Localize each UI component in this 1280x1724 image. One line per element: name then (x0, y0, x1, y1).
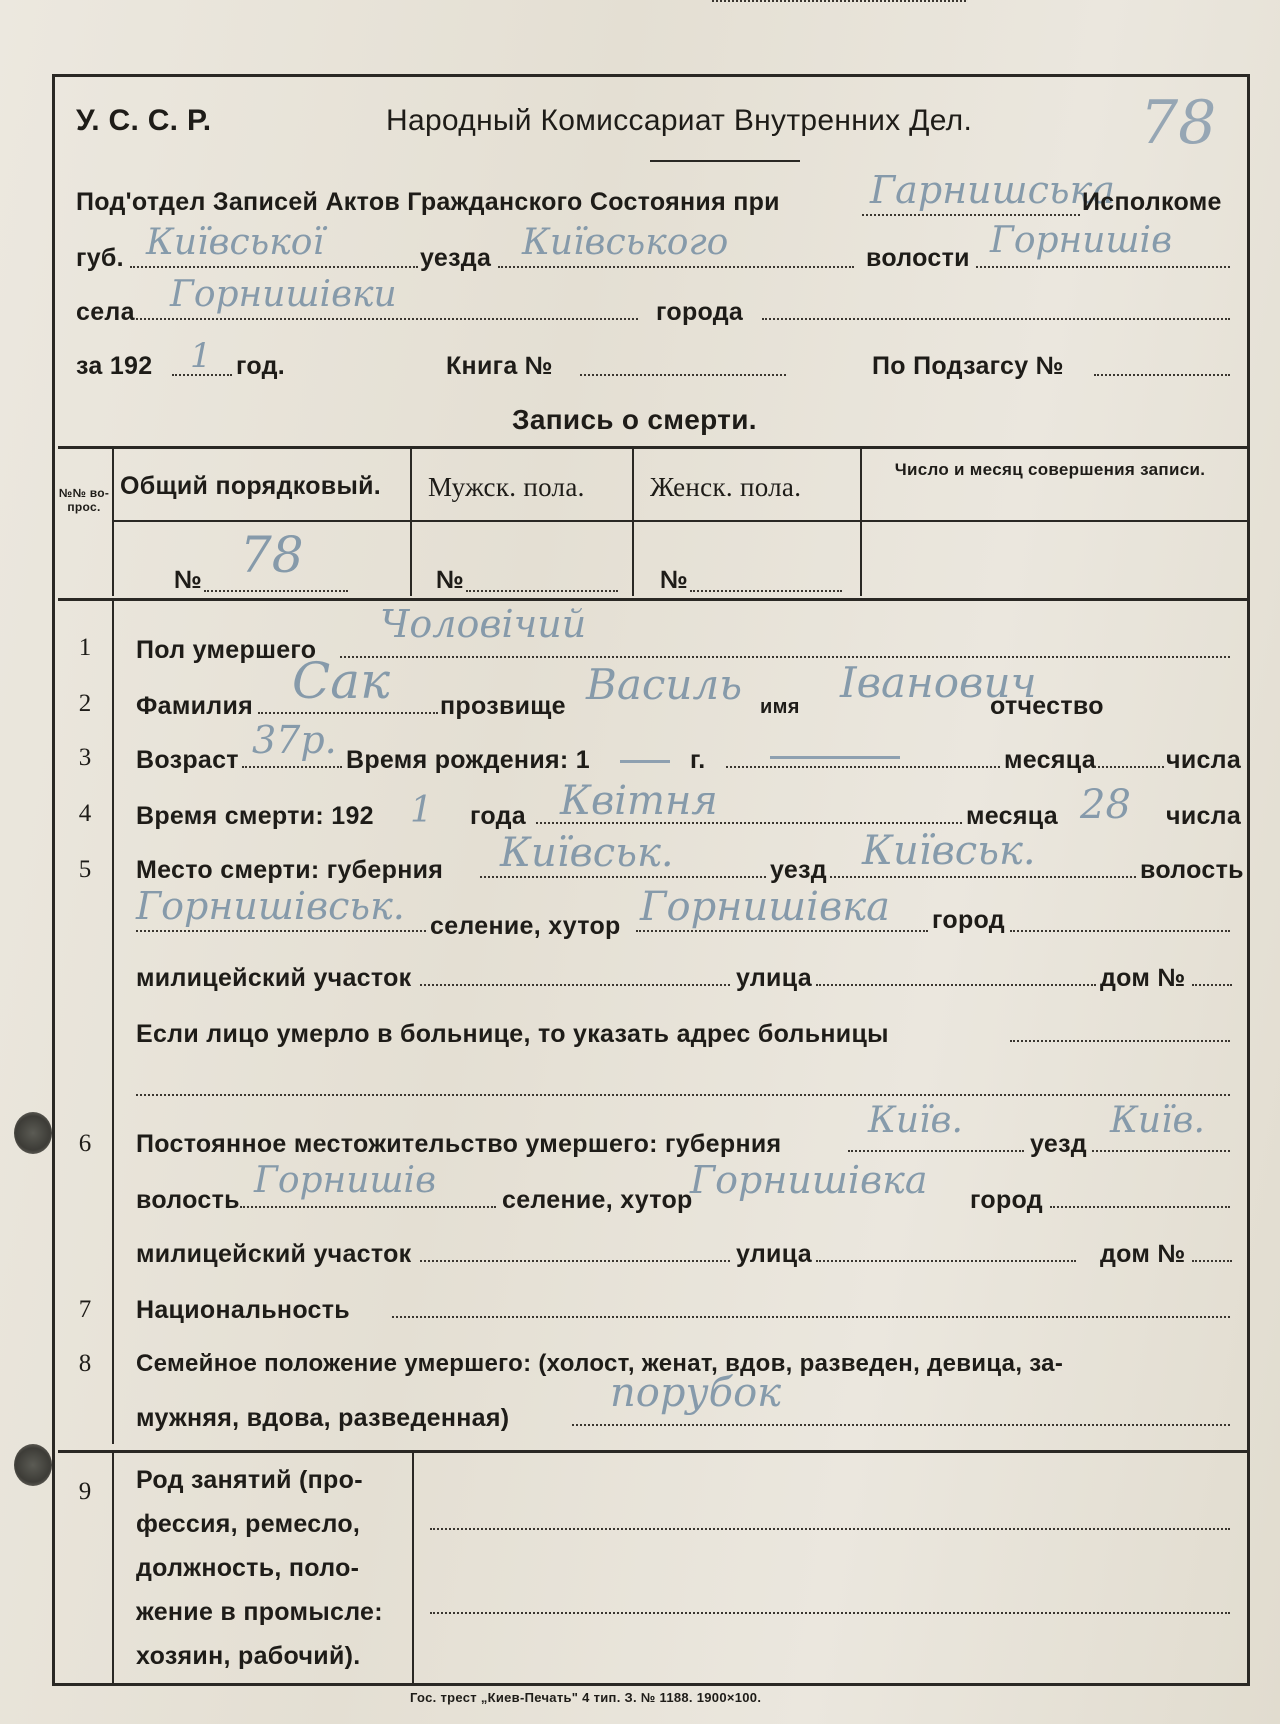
hospital-line-1 (1010, 1040, 1230, 1042)
residence-selenie-handwritten: Горнишівка (690, 1158, 928, 1202)
occupation-label-3: должность, поло- (136, 1554, 360, 1582)
surname-label: Фамилия (136, 692, 254, 720)
age-handwritten: 37р. (252, 718, 337, 762)
printer-note: Гос. трест „Киев-Печать" 4 тип. З. № 1188. 1900×100. (410, 1690, 762, 1705)
death-volost-handwritten: Горнишівськ. (136, 884, 405, 928)
row-7-number: 7 (78, 1296, 92, 1323)
book-line (580, 374, 786, 376)
occupation-label-1: Род занятий (про- (136, 1466, 363, 1494)
death-volost-line (136, 930, 426, 932)
hospital-line-2 (136, 1094, 1230, 1096)
birth-label: Время рождения: 1 (346, 746, 590, 774)
death-month-label: месяца (966, 802, 1058, 830)
row-3-number: 3 (78, 744, 92, 771)
record-title: Запись о смерти. (512, 404, 757, 435)
uezd-line (498, 266, 854, 268)
table-header-divider (112, 520, 1250, 522)
birth-month-line (726, 766, 1000, 768)
god-label: год. (236, 352, 286, 380)
death-dom-line (1192, 984, 1232, 986)
death-uezd-label: уезд (770, 856, 827, 884)
ispolkome-label: Исполкоме (1082, 188, 1222, 216)
residence-selenie-line (712, 0, 966, 2)
volost-handwritten: Горнишів (990, 220, 1173, 261)
sex-line (340, 656, 1230, 658)
marital-handwritten: порубок (610, 1370, 782, 1416)
sex-handwritten: Чоловічий (380, 602, 587, 646)
residence-gub-line (848, 1150, 1024, 1152)
year-handwritten: 1 (190, 336, 212, 376)
occupation-label-4: жение в промысле: (136, 1598, 383, 1626)
volost-line (976, 266, 1230, 268)
residence-gorod-label: город (970, 1186, 1043, 1214)
general-no-sign: № (174, 566, 203, 594)
residence-ulica-label: улица (736, 1240, 812, 1268)
death-gorod-line (1010, 930, 1230, 932)
row-9-number-line (112, 1452, 114, 1686)
death-year-handwritten: 1 (410, 790, 433, 831)
selo-label: села (76, 298, 135, 326)
residence-uezd-handwritten: Київ. (1110, 1100, 1205, 1141)
table-vline-1 (112, 448, 114, 596)
podzags-label: По Подзагсу № (872, 352, 1064, 380)
death-day-label: числа (1166, 802, 1242, 830)
year-label: за 192 (76, 352, 153, 380)
row-6-number: 6 (78, 1130, 92, 1157)
nationality-line (392, 1316, 1230, 1318)
birth-month-dash (770, 756, 900, 759)
occupation-line-1 (430, 1528, 1230, 1530)
table-vline-2 (410, 448, 412, 596)
marital-label: Семейное положение умершего: (холост, женат, вдов, разведен, девица, за- (136, 1350, 1064, 1377)
first-name-handwritten: Василь (586, 660, 743, 709)
residence-dom-line (1192, 1260, 1232, 1262)
birth-dash (620, 760, 670, 763)
nickname-label: прозвище (440, 692, 566, 720)
death-month-handwritten: Квітня (560, 778, 718, 824)
death-milic-label: милицейский участок (136, 964, 412, 992)
selo-handwritten: Горнишівки (170, 274, 397, 315)
residence-dom-label: дом № (1100, 1240, 1186, 1268)
residence-ulica-line (816, 1260, 1076, 1262)
female-no-sign: № (660, 566, 689, 594)
row-5-number: 5 (78, 856, 92, 883)
row-8-number: 8 (78, 1350, 92, 1377)
row-9-number: 9 (78, 1478, 92, 1505)
residence-gub-handwritten: Київ. (868, 1100, 963, 1141)
subdept-label: Под'отдел Записей Актов Гражданского Состояния при (76, 188, 780, 216)
birth-day-label: числа (1166, 746, 1242, 774)
book-label: Книга № (446, 352, 553, 380)
republic-label: У. С. С. Р. (76, 104, 212, 137)
residence-volost-label: волость (136, 1186, 240, 1214)
residence-selenie-label: селение, хутор (502, 1186, 693, 1214)
col-female-header: Женск. пола. (650, 472, 802, 502)
death-day-handwritten: 28 (1080, 782, 1131, 828)
row-9-divider (412, 1452, 414, 1686)
death-selenie-label: селение, хутор (430, 912, 621, 940)
death-ulica-label: улица (736, 964, 812, 992)
occupation-label-5: хозяин, рабочий). (136, 1642, 361, 1670)
table-vline-3 (632, 448, 634, 596)
col-date-header: Число и месяц совершения записи. (894, 460, 1206, 479)
table-bottom-border (58, 598, 1250, 601)
gorod-line (762, 318, 1230, 320)
male-no-sign: № (436, 566, 465, 594)
sex-label: Пол умершего (136, 636, 317, 664)
marital-line (572, 1424, 1230, 1426)
residence-milic-line (420, 1260, 730, 1262)
commissariat-title: Народный Комиссариат Внутренних Дел. (386, 104, 973, 137)
subdept-handwritten: Гарнишська (870, 168, 1115, 212)
gub-handwritten: Київської (146, 222, 324, 263)
death-dom-label: дом № (1100, 964, 1186, 992)
row-4-number: 4 (78, 800, 92, 827)
table-vline-4 (860, 448, 862, 596)
residence-label: Постоянное местожительство умершего: губерния (136, 1130, 782, 1158)
residence-uezd-label: уезд (1030, 1130, 1087, 1158)
name-label: имя (760, 696, 800, 718)
surname-handwritten: Сак (292, 652, 390, 710)
birth-year-g: г. (690, 746, 706, 774)
volost-label: волости (866, 244, 970, 272)
nationality-label: Национальность (136, 1296, 350, 1324)
podzags-line (1094, 374, 1230, 376)
death-ulica-line (816, 984, 1096, 986)
residence-volost-line (240, 1206, 496, 1208)
table-top-border (58, 446, 1250, 449)
general-no-line (204, 590, 348, 592)
death-selenie-line (636, 930, 928, 932)
birth-day-line (1094, 766, 1164, 768)
binding-hole-top (14, 1112, 52, 1154)
marital-label-continued: мужняя, вдова, разведенная) (136, 1404, 510, 1432)
male-no-line (466, 590, 618, 592)
number-column-line (112, 600, 114, 1444)
row-1-number: 1 (78, 634, 92, 661)
death-uezd-line (830, 876, 1136, 878)
age-line (242, 766, 342, 768)
occupation-label-2: фессия, ремесло, (136, 1510, 361, 1538)
uezd-label: уезда (420, 244, 492, 272)
death-gorod-label: город (932, 906, 1005, 934)
death-uezd-handwritten: Київськ. (862, 828, 1036, 874)
death-gub-handwritten: Київськ. (500, 830, 674, 876)
residence-milic-label: милицейский участок (136, 1240, 412, 1268)
subdept-line (862, 214, 1080, 216)
row-2-number: 2 (78, 690, 92, 717)
selo-line (136, 318, 638, 320)
residence-volost-handwritten: Горнишів (254, 1160, 437, 1201)
death-gub-line (480, 876, 766, 878)
patronymic-handwritten: Іванович (840, 658, 1037, 707)
occupation-line-2 (430, 1612, 1230, 1614)
col-num-header: №№ во- прос. (58, 486, 110, 514)
page-number-handwritten: 78 (1140, 88, 1217, 158)
birth-month-label: месяца (1004, 746, 1096, 774)
death-year-label: года (470, 802, 526, 830)
death-place-label: Место смерти: губерния (136, 856, 444, 884)
gub-line (130, 266, 418, 268)
binding-hole-bottom (14, 1444, 52, 1486)
uezd-handwritten: Київського (522, 222, 729, 263)
age-label: Возраст (136, 746, 239, 774)
residence-gorod-line (1050, 1206, 1230, 1208)
gorod-label: города (656, 298, 744, 326)
general-no-handwritten: 78 (240, 526, 304, 584)
patronymic-label: отчество (990, 692, 1104, 720)
title-underline (650, 160, 800, 162)
row-9-top-border (58, 1450, 1250, 1453)
gub-label: губ. (76, 244, 124, 272)
hospital-label: Если лицо умерло в больнице, то указать адрес больницы (136, 1020, 889, 1048)
surname-line (258, 712, 438, 714)
female-no-line (690, 590, 842, 592)
death-time-label: Время смерти: 192 (136, 802, 374, 830)
col-general-header: Общий порядковый. (120, 472, 382, 500)
col-male-header: Мужск. пола. (428, 472, 585, 502)
death-milic-line (420, 984, 730, 986)
death-selenie-handwritten: Горнишівка (640, 884, 890, 930)
death-volost-label: волость (1140, 856, 1244, 884)
residence-uezd-line (1092, 1150, 1230, 1152)
